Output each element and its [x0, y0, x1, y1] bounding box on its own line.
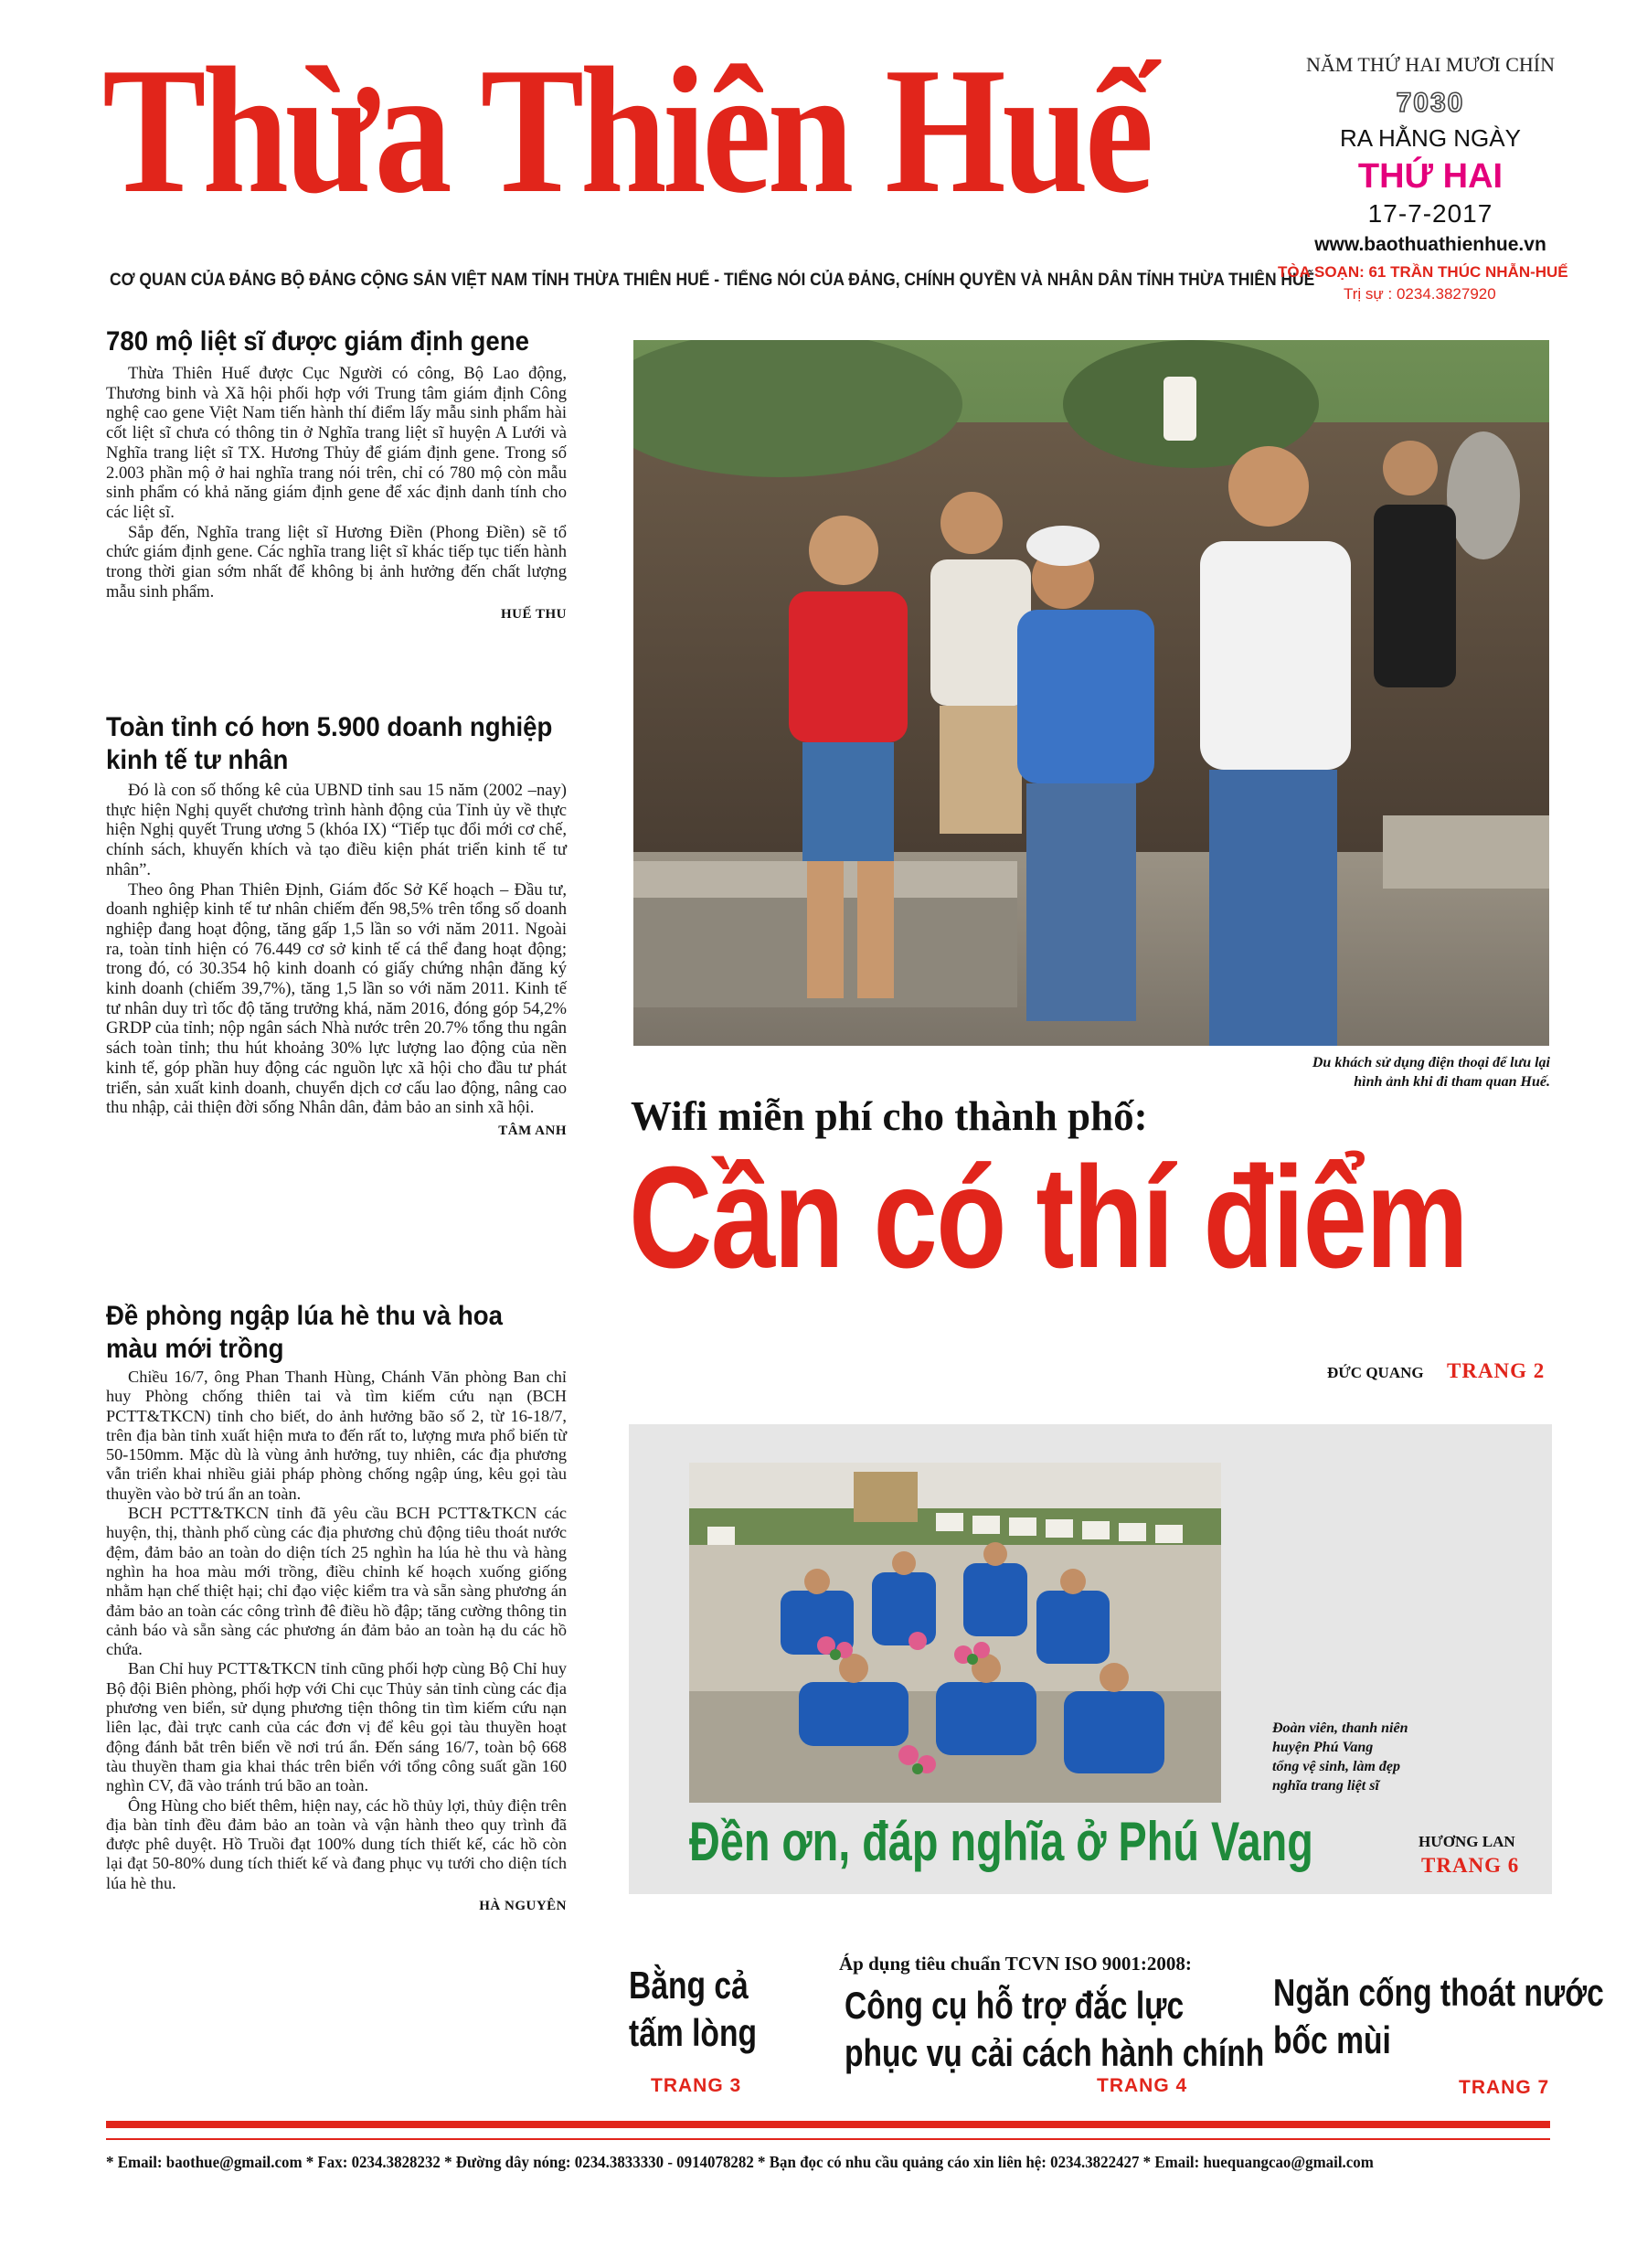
lead-author: ĐỨC QUANG — [1327, 1364, 1424, 1381]
article-title: Toàn tỉnh có hơn 5.900 doanh nghiệp kinh tế tư nhân — [106, 712, 553, 775]
paragraph: Đó là con số thống kê của UBND tỉnh sau 15 năm (2002 –nay) thực hiện Nghị quyết chương trình hành động của Tỉnh ủy về thực hiện Nghị quyết Trung ương 5 (khóa IX) “Tiếp tục đổi mới cơ chế, chính sách, khuyến khích và tạo điều kiện phát triển kinh tế tư nhân”. — [106, 781, 567, 879]
article-body — [106, 781, 567, 1118]
teaser-line: phục vụ cải cách hành chính — [845, 2031, 1265, 2074]
footer-divider — [106, 2121, 1550, 2128]
office-phone: Trị sự : 0234.3827920 — [1344, 285, 1496, 303]
feature-photo — [689, 1463, 1221, 1803]
tourists-selfie-photo — [633, 340, 1549, 1046]
paragraph: Sắp đến, Nghĩa trang liệt sĩ Hương Điền (Phong Điền) sẽ tổ chức giám định gene. Các nghĩa trang liệt sĩ khác tiếp tục tiến hành trong thời gian sớm nhất để không bị ảnh hưởng đến chất lượng mẫu sinh phẩm. — [106, 522, 567, 602]
paragraph: Ông Hùng cho biết thêm, hiện nay, các hồ thủy lợi, thủy điện trên địa bàn tỉnh đều đảm bảo an toàn và vận hành theo quy trình đã được phê duyệt. Hồ Truồi đạt 100% dung tích thiết kế, các hồ còn lại đạt 50-80% dung tích thiết kế và đang phục vụ tưới cho diện tích lúa hè thu. — [106, 1795, 567, 1892]
teaser-line: bốc mùi — [1273, 2018, 1391, 2061]
article-body — [106, 364, 567, 602]
teaser-2-page-link[interactable]: TRANG 4 — [1097, 2075, 1188, 2096]
article-title: 780 mộ liệt sĩ được giám định gene — [106, 326, 529, 357]
article-flood-prevention — [106, 1300, 567, 1914]
teaser-3-page-link[interactable]: TRANG 7 — [1459, 2077, 1550, 2098]
paragraph: BCH PCTT&TKCN tỉnh đã yêu cầu BCH PCTT&TKCN các huyện, thị, thành phố cùng các địa phương chủ động tiêu thoát nước đệm, đảm bảo an toàn do diện tích 25 nghìn ha lúa hè thu và hàng nghìn ha hoa màu mới trồng, điều chỉnh kế hoạch xuống giống nhằm hạn chế thiệt hại; chỉ đạo việc kiểm tra và sẵn sàng phương án đảm bảo an toàn các công trình đê điều hồ đập; tăng cường thông tin cảnh báo và sẵn sàng các phương án đảm bảo an toàn hạ du các hồ chứa. — [106, 1504, 567, 1659]
weekday-label: THỨ HAI — [1357, 157, 1504, 196]
article-genes — [106, 325, 567, 623]
caption-line: tổng vệ sinh, làm đẹp — [1272, 1759, 1401, 1774]
article-body — [106, 1368, 567, 1893]
office-address: TÒA SOẠN: 61 TRẦN THÚC NHẪN-HUẾ — [1278, 263, 1568, 281]
teaser-1-page-link[interactable]: TRANG 3 — [651, 2075, 742, 2096]
byline: HÀ NGUYÊN — [479, 1899, 567, 1914]
byline: HUẾ THU — [501, 607, 567, 623]
byline: TÂM ANH — [498, 1123, 567, 1138]
paragraph: Ban Chỉ huy PCTT&TKCN tỉnh cũng phối hợp cùng Bộ Chỉ huy Bộ đội Biên phòng, phối hợp với Chi cục Thủy sản tỉnh cùng các địa phương ven biển, sử dụng phương tiện thông tin tìm kiếm cứu nạn liên lạc, đài trực canh của các đơn vị để kêu gọi tàu thuyền hoạt động đánh bắt trên biển về nơi trú ẩn. Đến sáng 16/7, toàn bộ 668 tàu thuyền tham gia khai thác trên biển với tổng công suất gần 160 nghìn CV, đã vào tránh trú bão an toàn. — [106, 1659, 567, 1795]
caption-line: Du khách sử dụng điện thoại để lưu lại — [1312, 1055, 1550, 1070]
issue-date: 17-7-2017 — [1367, 199, 1493, 228]
teaser-line: Công cụ hỗ trợ đắc lực — [845, 1984, 1185, 2027]
lead-photo — [633, 340, 1549, 1046]
paragraph: Theo ông Phan Thiên Định, Giám đốc Sở Kế hoạch – Đầu tư, doanh nghiệp kinh tế tư nhân chiếm đến 98,5% trên tổng số doanh nghiệp đang hoạt động, tăng gấp 1,5 lần so với năm 2011. Ngoài ra, toàn tỉnh hiện có 76.449 cơ sở kinh tế cá thể đang hoạt động; trong đó, có 30.354 hộ kinh doanh có giấy chứng nhận đăng ký kinh doanh (chiếm 39,7%), tăng 1,5 lần so với năm 2011. Kinh tế tư nhân duy trì tốc độ tăng trưởng khá, năm 2016, đóng góp 54,2% GRDP của tỉnh; nộp ngân sách Nhà nước trên 20.7% tổng thu ngân sách toàn tỉnh; thu hút khoảng 30% lực lượng lao động của nền kinh tế, góp phần huy động các nguồn lực xã hội cho đầu tư phát triển, sản xuất kinh doanh, chuyển dịch cơ cấu lao động, nâng cao thu nhập, cải thiện đời sống Nhân dân, đảm bảo an sinh xã hội. — [106, 879, 567, 1118]
teaser-line: Ngăn cống thoát nước — [1273, 1971, 1604, 2014]
cemetery-volunteers-photo — [689, 1463, 1221, 1803]
teaser-2-kicker: Áp dụng tiêu chuẩn TCVN ISO 9001:2008: — [839, 1953, 1192, 1975]
frequency-label: RA HẰNG NGÀY — [1340, 124, 1521, 152]
lead-kicker: Wifi miễn phí cho thành phố: — [631, 1093, 1148, 1139]
caption-line: Đoàn viên, thanh niên — [1272, 1720, 1408, 1736]
year-label: NĂM THỨ HAI MƯƠI CHÍN — [1305, 53, 1556, 76]
feature-page-link[interactable]: TRANG 6 — [1421, 1854, 1520, 1877]
teaser-line: Bằng cả — [629, 1964, 749, 2007]
feature-photo-caption — [1272, 1719, 1528, 1795]
teaser-3-title[interactable] — [1273, 1969, 1604, 2064]
lead-page-link[interactable]: TRANG 2 — [1447, 1359, 1546, 1382]
website-link[interactable]: www.baothuathienhue.vn — [1314, 234, 1546, 255]
teaser-line: tấm lòng — [629, 2011, 757, 2054]
teaser-2-title[interactable] — [845, 1982, 1264, 2077]
article-private-enterprise — [106, 711, 567, 1139]
phone-icon — [1164, 377, 1196, 441]
article-title: Đề phòng ngập lúa hè thu và hoa màu mới trồng — [106, 1301, 503, 1364]
caption-line: hình ảnh khi đi tham quan Huế. — [1354, 1074, 1550, 1090]
issue-number: 7030 — [1396, 88, 1465, 118]
caption-line: nghĩa trang liệt sĩ — [1272, 1778, 1379, 1794]
feature-headline[interactable]: Đền ơn, đáp nghĩa ở Phú Vang — [689, 1811, 1313, 1872]
paragraph: Chiều 16/7, ông Phan Thanh Hùng, Chánh Văn phòng Ban chỉ huy Phòng chống thiên tai và tìm kiếm cứu nạn (BCH PCTT&TKCN) tỉnh cho biết, do ảnh hưởng bão số 2, từ 16-18/7, trên địa bàn tỉnh xuất hiện mưa to đến rất to, lượng mưa phổ biến từ 50-150mm. Mặc dù là vùng ảnh hưởng, tuy nhiên, các địa phương vẫn triển khai nhiều giải pháp phòng chống ngập úng, kêu gọi tàu thuyền vào bờ trú ẩn an toàn. — [106, 1368, 567, 1503]
lead-photo-caption — [1005, 1053, 1550, 1091]
caption-line: huyện Phú Vang — [1272, 1740, 1374, 1755]
footer-contact: * Email: baothue@gmail.com * Fax: 0234.3828232 * Đường dây nóng: 0234.3833330 - 0914078282 * Bạn đọc có nhu cầu quảng cáo xin liên hệ: 0234.3822427 * Email: huequangcao@gmail.com — [106, 2153, 1374, 2171]
masthead-subline: CƠ QUAN CỦA ĐẢNG BỘ ĐẢNG CỘNG SẢN VIỆT NAM TỈNH THỪA THIÊN HUẾ - TIẾNG NÓI CỦA ĐẢNG, CHÍNH QUYỀN VÀ NHÂN DÂN TỈNH THỪA THIÊN HUẾ — [110, 271, 1315, 290]
paragraph: Thừa Thiên Huế được Cục Người có công, Bộ Lao động, Thương binh và Xã hội phối hợp với Trung tâm giám định Công nghệ cao gene Việt Nam tiến hành thí điểm lấy mẫu sinh phẩm hài cốt liệt sĩ chưa có thông tin ở Nghĩa trang liệt sĩ huyện A Lưới và Nghĩa trang liệt sĩ TX. Hương Thủy để giám định gene. Trong số 2.003 phần mộ ở hai nghĩa trang nói trên, chỉ có 780 mộ còn mẫu sinh phẩm có khả năng giám định gene để xác định danh tính cho các liệt sĩ. — [106, 364, 567, 522]
newspaper-title: Thừa Thiên Huế — [102, 30, 1151, 230]
teaser-1-title[interactable] — [629, 1962, 757, 2057]
footer-divider-thin — [106, 2138, 1550, 2140]
feature-author: HƯƠNG LAN — [1419, 1833, 1515, 1850]
lead-headline[interactable]: Cần có thí điểm — [629, 1137, 1468, 1298]
